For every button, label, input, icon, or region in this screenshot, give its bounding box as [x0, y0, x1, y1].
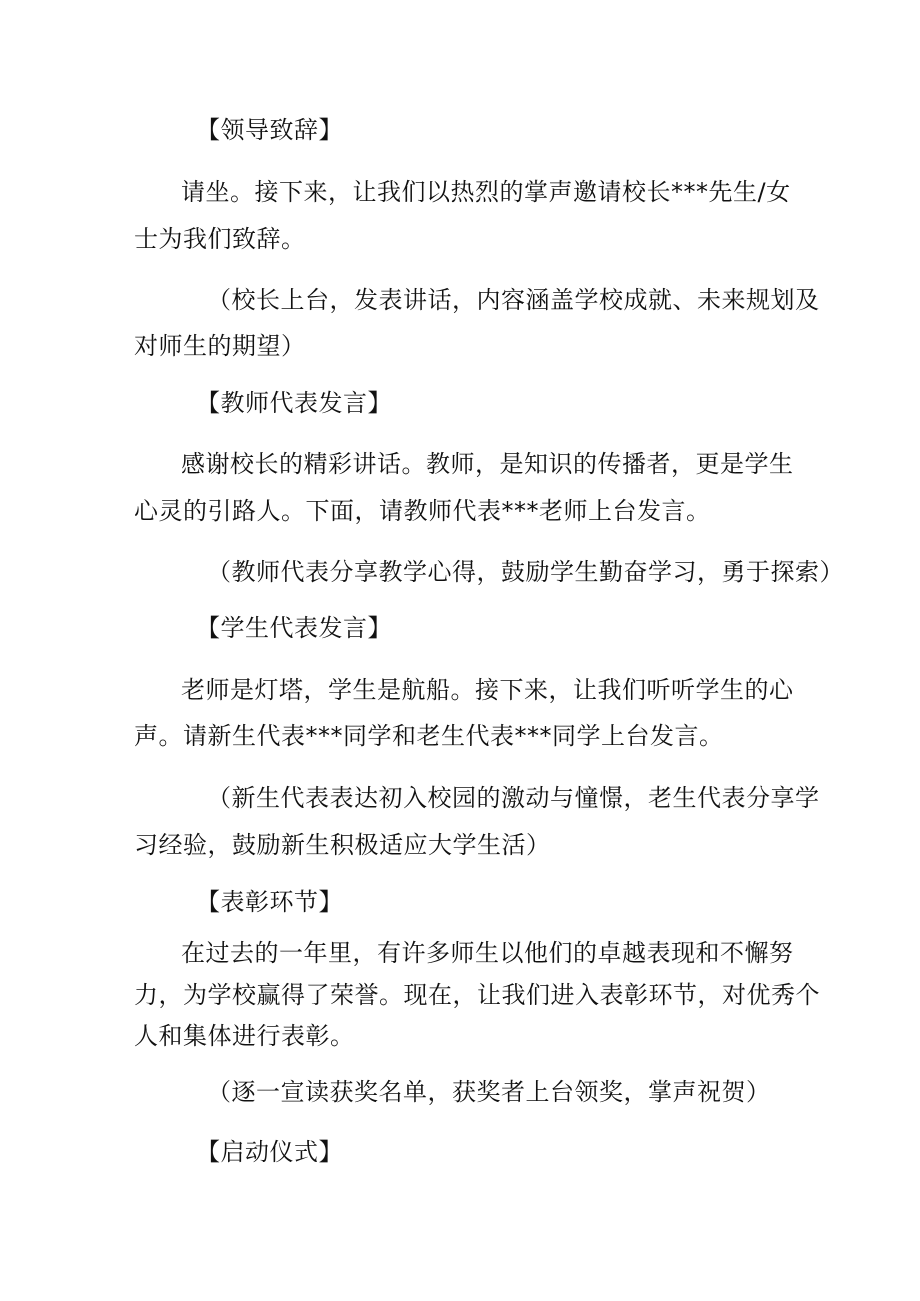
note-line: 对师生的期望）	[134, 332, 306, 360]
note-line: 习经验，鼓励新生积极适应大学生活）	[134, 831, 551, 859]
section-heading-student-speech: 【学生代表发言】	[196, 614, 392, 642]
note-line: （逐一宣读获奖名单，获奖者上台领奖，掌声祝贺）	[207, 1078, 771, 1106]
note-line: （校长上台，发表讲话，内容涵盖学校成就、未来规划及	[207, 286, 820, 314]
note-line: （新生代表表达初入校园的激动与憧憬，老生代表分享学	[207, 784, 820, 812]
section-heading-leader-speech: 【领导致辞】	[196, 116, 343, 144]
paragraph-line: 在过去的一年里，有许多师生以他们的卓越表现和不懈努	[181, 939, 794, 967]
section-heading-launch-ceremony: 【启动仪式】	[196, 1138, 343, 1166]
section-heading-awards: 【表彰环节】	[196, 888, 343, 916]
note-line: （教师代表分享教学心得，鼓励学生勤奋学习，勇于探索）	[207, 558, 844, 586]
paragraph-line: 力，为学校赢得了荣誉。现在，让我们进入表彰环节，对优秀个	[134, 981, 820, 1009]
paragraph-line: 感谢校长的精彩讲话。教师，是知识的传播者，更是学生	[181, 450, 794, 478]
paragraph-line: 老师是灯塔，学生是航船。接下来，让我们听听学生的心	[181, 676, 794, 704]
paragraph-line: 请坐。接下来，让我们以热烈的掌声邀请校长***先生/女	[181, 178, 791, 206]
section-heading-teacher-speech: 【教师代表发言】	[196, 389, 392, 417]
paragraph-line: 人和集体进行表彰。	[134, 1022, 355, 1050]
paragraph-line: 士为我们致辞。	[134, 225, 306, 253]
paragraph-line: 声。请新生代表***同学和老生代表***同学上台发言。	[134, 722, 724, 750]
paragraph-line: 心灵的引路人。下面，请教师代表***老师上台发言。	[134, 497, 711, 525]
